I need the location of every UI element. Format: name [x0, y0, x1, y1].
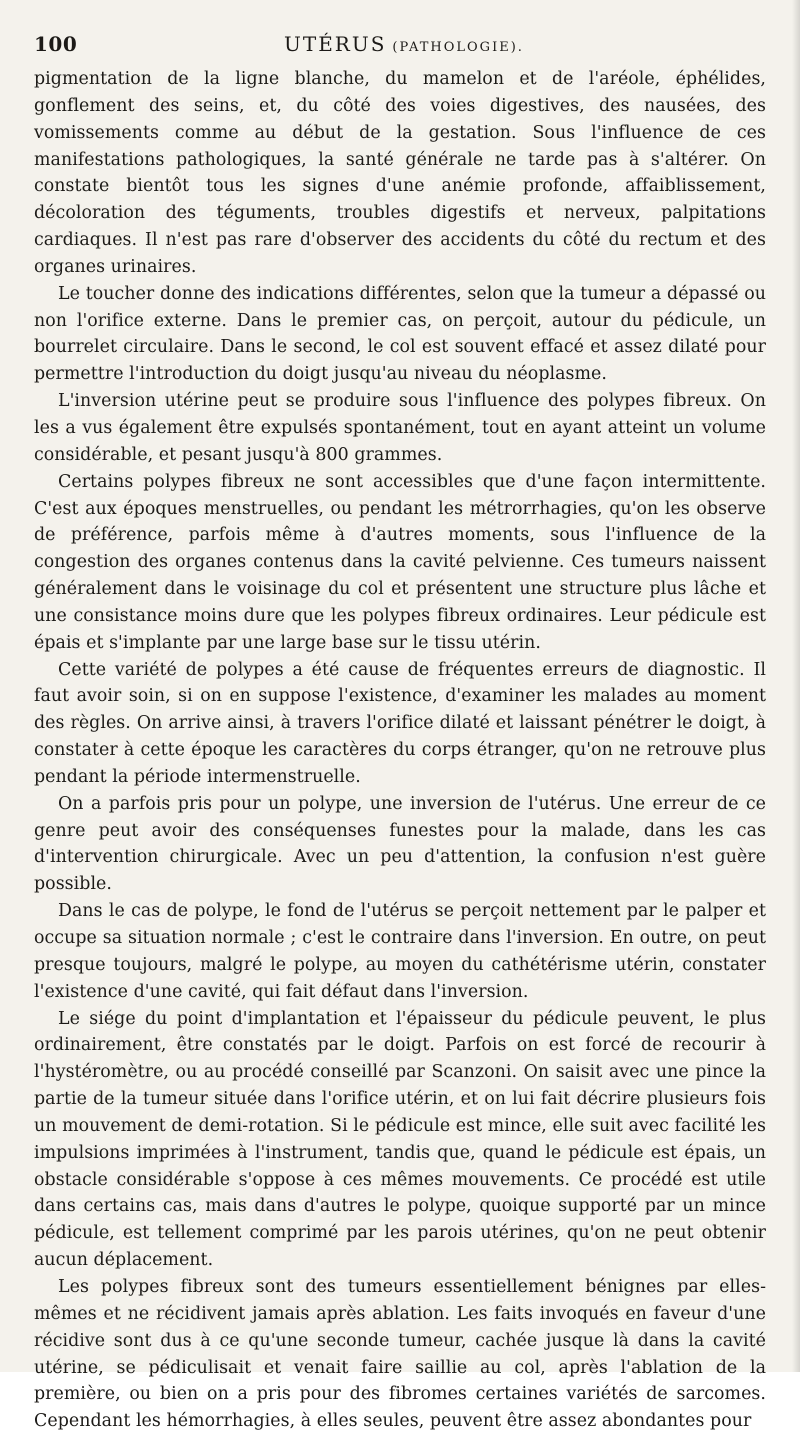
paragraph: Certains polypes fibreux ne sont accessibles que d'une façon intermittente. C'est aux époques menstruelles, ou pendant les métrorrhagies, qu'on les observe de préférence, parfois même à d'autres moments, sous l'influence de la congestion des organes contenus dans la cavité pelvienne. Ces tumeurs naissent généralement dans le voisinage du col et présentent une structure plus lâche et une consistance moins dure que les polypes fibreux ordinaires. Leur pédicule est épais et s'implante par une large base sur le tissu utérin. [34, 471, 766, 653]
body-text [34, 66, 766, 1435]
paragraph: L'inversion utérine peut se produire sous l'influence des polypes fibreux. On les a vus également être expulsés spontanément, tout en ayant atteint un volume considérable, et pesant jusqu'à 800 grammes. [34, 391, 766, 465]
paragraph: Le toucher donne des indications différentes, selon que la tumeur a dépassé ou non l'orifice externe. Dans le premier cas, on perçoit, autour du pédicule, un bourrelet circulaire. Dans le second, le col est souvent effacé et assez dilaté pour permettre l'introduction du doigt jusqu'au niveau du néoplasme. [34, 283, 766, 385]
running-head-subtitle: (PATHOLOGIE). [392, 40, 524, 55]
paragraph: Dans le cas de polype, le fond de l'utérus se perçoit nettement par le palper et occupe sa situation normale ; c'est le contraire dans l'inversion. En outre, on peut presque toujours, malgré le polype, au moyen du cathétérisme utérin, constater l'existence d'une cavité, qui fait défaut dans l'inversion. [34, 901, 766, 1002]
paragraph: On a parfois pris pour un polype, une inversion de l'utérus. Une erreur de ce genre peut avoir des conséquenses funestes pour la malade, dans les cas d'intervention chirurgicale. Avec un peu d'attention, la confusion n'est guère possible. [34, 793, 766, 895]
running-head [284, 32, 524, 56]
running-head-title: UTÉRUS [284, 32, 387, 56]
page-number: 100 [34, 32, 78, 56]
page-header [34, 32, 766, 62]
paragraph: Le siége du point d'implantation et l'épaisseur du pédicule peuvent, le plus ordinairement, être constatés par le doigt. Parfois on est forcé de recourir à l'hystéromètre, ou au procédé conseillé par Scanzoni. On saisit avec une pince la partie de la tumeur située dans l'orifice utérin, et on lui fait décrire plusieurs fois un mouvement de demi-rotation. Si le pédicule est mince, elle suit avec facilité les impulsions imprimées à l'instrument, tandis que, quand le pédicule est épais, un obstacle considérable s'oppose à ces mêmes mouvements. Ce procédé est utile dans certains cas, mais dans d'autres le polype, quoique supporté par un mince pédicule, est tellement comprimé par les parois utérines, qu'on ne peut obtenir aucun déplacement. [34, 1008, 766, 1271]
paragraph-continued: pigmentation de la ligne blanche, du mamelon et de l'aréole, éphélides, gonflement des seins, et, du côté des voies digestives, des nausées, des vomissements comme au début de la gestation. Sous l'influence de ces manifestations pathologiques, la santé générale ne tarde pas à s'altérer. On constate bientôt tous les signes d'une anémie profonde, affaiblissement, décoloration des téguments, troubles digestifs et nerveux, palpitations cardiaques. Il n'est pas rare d'observer des accidents du côté du rectum et des organes urinaires. [34, 69, 766, 277]
paragraph: Les polypes fibreux sont des tumeurs essentiellement bénignes par elles-mêmes et ne récidivent jamais après ablation. Les faits invoqués en faveur d'une récidive sont dus à ce qu'une seconde tumeur, cachée jusque là dans la cavité utérine, se pédiculisait et venait faire saillie au col, après l'ablation de la première, ou bien on a pris pour des fibromes certaines variétés de sarcomes. Cependant les hémorrhagies, à elles seules, peuvent être assez abondantes pour [34, 1276, 766, 1432]
page-edge-shadow [792, 0, 800, 1372]
paragraph: Cette variété de polypes a été cause de fréquentes erreurs de diagnostic. Il faut avoir soin, si on en suppose l'existence, d'examiner les malades au moment des règles. On arrive ainsi, à travers l'orifice dilaté et laissant pénétrer le doigt, à constater à cette époque les caractères du corps étranger, qu'on ne retrouve plus pendant la période intermenstruelle. [34, 659, 766, 787]
